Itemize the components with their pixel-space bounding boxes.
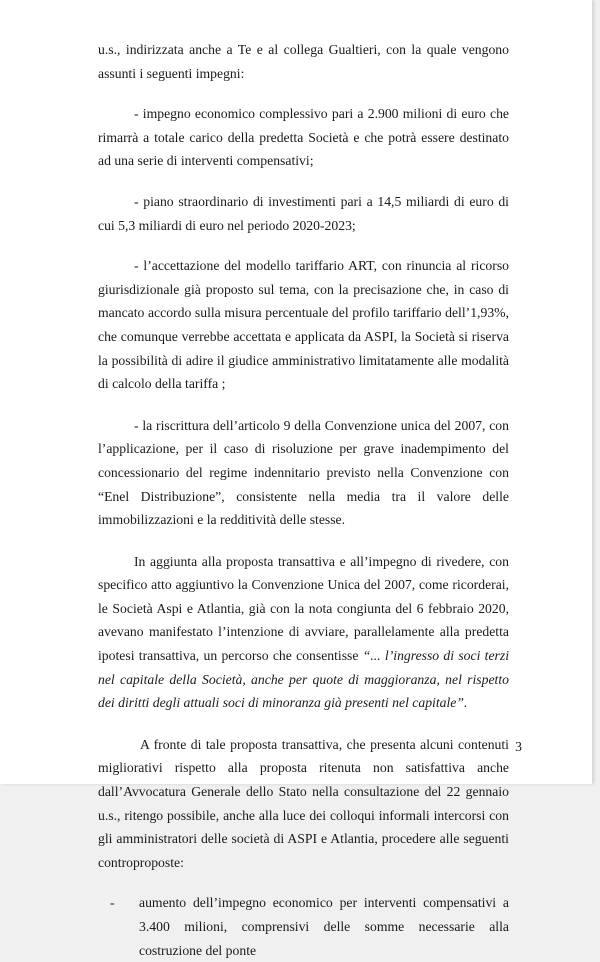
bullet-investment-plan: - piano straordinario di investimenti pari a 14,5 miliardi di euro di cui 5,3 miliardi di euro nel periodo 2020-2023;: [98, 193, 509, 233]
bullet-tariff-model: - l’accettazione del modello tariffario ART, con rinuncia al ricorso giurisdizionale già proposto sul tema, con la precisazione che, in caso di mancato accordo sulla misura percentuale del profilo tariffario dell’1,93%, che comunque verrebbe accettata e applicata da ASPI, la Società si riserva la possibilità di adire il giudice amministrativo limitatamente alle modalità di calcolo della tariffa ;: [98, 258, 509, 392]
body-text: [98, 38, 509, 962]
paragraph-aggiunta: [98, 550, 509, 715]
quote-soci-terzi: “... l’ingresso di soci terzi nel capitale della Società, anche per quote di maggioranza, nel rispetto dei diritti degli attuali soci di minoranza già presenti nel capitale”.: [98, 648, 510, 711]
paragraph-aggiunta-text: In aggiunta alla proposta transattiva e all’impegno di rivedere, con specifico atto aggiuntivo la Convenzione Unica del 2007, come ricorderai, le Società Aspi e Atlantia, già con la nota congiunta del 6 febbraio 2020, avevano manifestato l’intenzione di avviare, parallelamente alla predetta ipotesi transattiva, un percorso che consentisse: [98, 553, 509, 664]
bullet-increase-text: aumento dell’impegno economico per interventi compensativi a 3.400 milioni, comprensivi delle somme necessarie alla costruzione del ponte: [139, 895, 509, 958]
intro-paragraph: u.s., indirizzata anche a Te e al collega Gualtieri, con la quale vengono assunti i seguenti impegni:: [98, 42, 509, 81]
bullet-dash: -: [110, 895, 115, 911]
bullet-increase-commitment: [98, 891, 509, 962]
bullet-article-9: - la riscrittura dell’articolo 9 della Convenzione unica del 2007, con l’applicazione, per il caso di risoluzione per grave inadempimento del concessionario del regime indennitario previsto nella Convenzione con “Enel Distribuzione”, consistente nella media tra il valore delle immobilizzazioni e la redditività delle stesse.: [98, 417, 509, 528]
bullet-economic-commitment: - impegno economico complessivo pari a 2.900 milioni di euro che rimarrà a totale carico della predetta Società e che potrà essere destinato ad una serie di interventi compensativi;: [98, 106, 509, 169]
paragraph-controproposte: A fronte di tale proposta transattiva, che presenta alcuni contenuti migliorativi rispetto alla proposta ritenuta non satisfattiva anche dall’Avvocatura Generale dello Stato nella consultazione del 22 gennaio u.s., ritengo possibile, anche alla luce dei colloqui informali intercorsi con gli amministratori delle società di ASPI e Atlantia, procedere alle seguenti controproposte:: [98, 736, 509, 870]
page-number: 3: [515, 739, 522, 754]
